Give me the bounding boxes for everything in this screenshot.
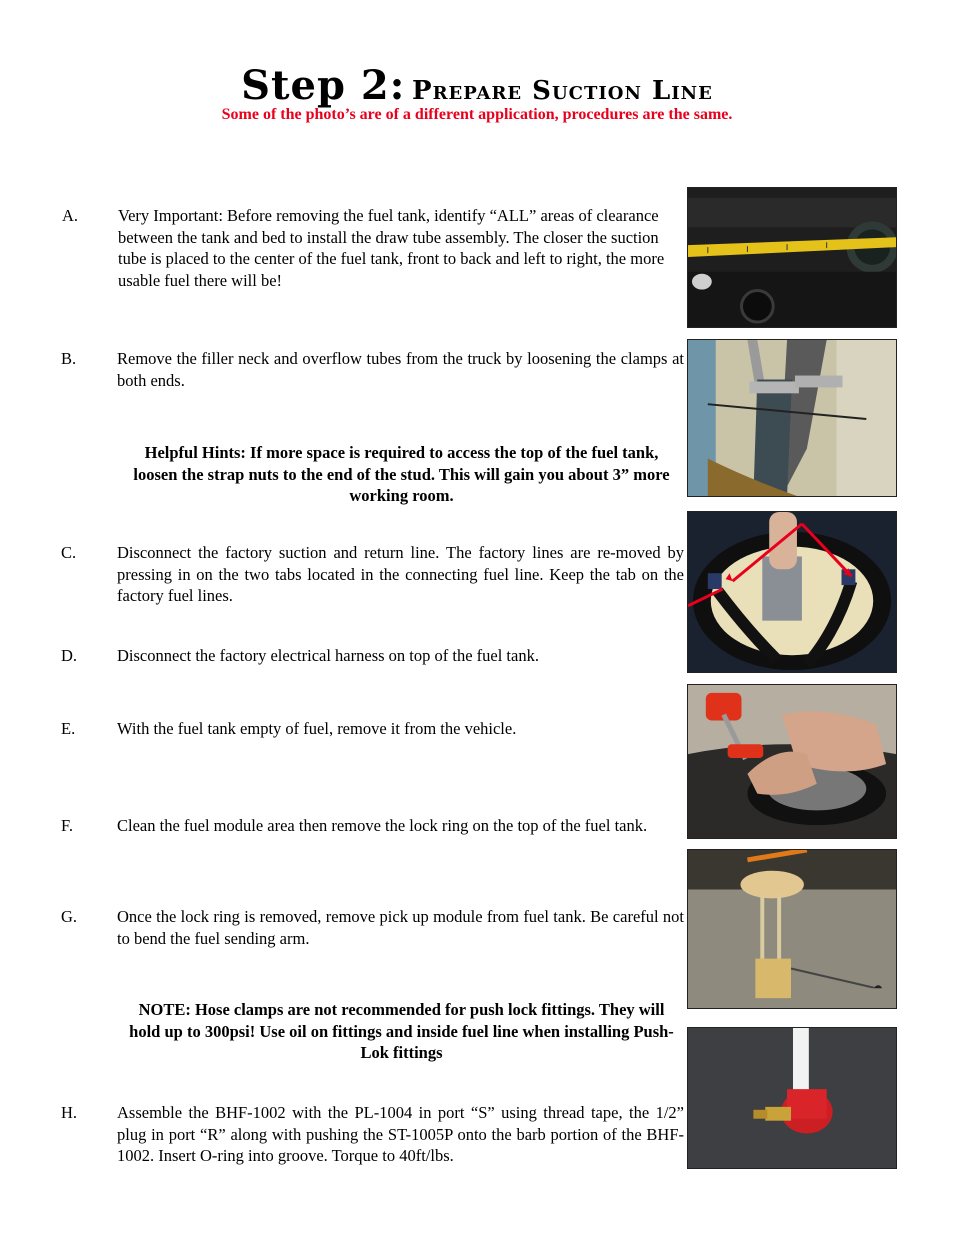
step-text: Remove the filler neck and overflow tubes from the truck by loosening the clamps at both ends.	[117, 349, 684, 390]
photo-pickup-module	[687, 849, 897, 1009]
page-title	[0, 62, 954, 109]
step-letter: H.	[61, 1103, 78, 1122]
title-step: Step 2:	[241, 62, 406, 109]
helpful-hint: Helpful Hints: If more space is required to access the top of the fuel tank, loosen the strap nuts to the end of the stud. This will gain you about 3” more working room.	[133, 443, 670, 505]
step-text: With the fuel tank empty of fuel, remove it from the vehicle.	[117, 719, 517, 738]
photo-filler-neck	[687, 339, 897, 497]
note-hint: NOTE: Hose clamps are not recommended for push lock fittings. They will hold up to 300psi! Use oil on fittings and inside fuel line when installing Push-Lok fittings	[129, 1000, 674, 1062]
step-letter: A.	[62, 206, 79, 225]
step-letter: G.	[61, 907, 78, 926]
step-letter: E.	[61, 719, 76, 738]
step-text: Once the lock ring is removed, remove pick up module from fuel tank. Be careful not to bend the fuel sending arm.	[117, 907, 684, 948]
step-text: Very Important: Before removing the fuel tank, identify “ALL” areas of clearance between the tank and bed to install the draw tube assembly. The closer the suction tube is placed to the center of the fuel tank, front to back and left to right, the more usable fuel there will be!	[118, 206, 665, 290]
step-text: Disconnect the factory electrical harness on top of the fuel tank.	[117, 646, 539, 665]
photo-tank-measuring	[687, 187, 897, 328]
step-letter: B.	[61, 349, 77, 368]
step-letter: C.	[61, 543, 77, 562]
title-name: Prepare Suction Line	[412, 76, 713, 106]
photo-fitting-assembly	[687, 1027, 897, 1169]
step-letter: F.	[61, 816, 73, 835]
subtitle: Some of the photo’s are of a different application, procedures are the same.	[221, 106, 733, 123]
photo-lock-ring	[687, 684, 897, 839]
step-text: Disconnect the factory suction and return line. The factory lines are re-moved by pressing in on the two tabs located in the connecting fuel line. Keep the tab on the factory fuel lines.	[117, 543, 684, 605]
step-letter: D.	[61, 646, 78, 665]
photo-fuel-lines	[687, 511, 897, 673]
step-text: Assemble the BHF-1002 with the PL-1004 in port “S” using thread tape, the 1/2” plug in port “R” along with pushing the ST-1005P onto the barb portion of the BHF-1002. Insert O-ring into groove. Torque to 40ft/lbs.	[117, 1103, 684, 1165]
step-text: Clean the fuel module area then remove the lock ring on the top of the fuel tank.	[117, 816, 648, 835]
